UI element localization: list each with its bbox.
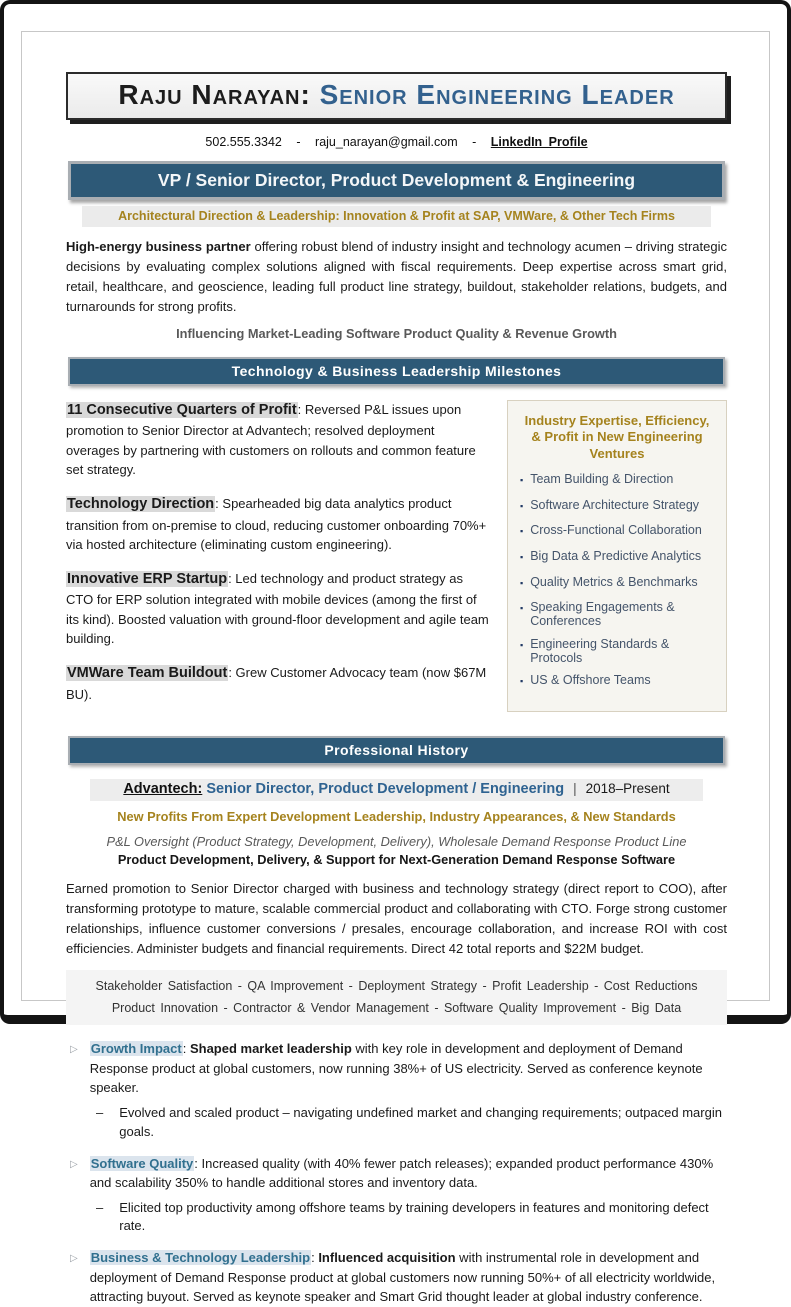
expertise-item-label: Big Data & Predictive Analytics	[530, 549, 702, 564]
summary-lead: High-energy business partner	[66, 239, 251, 254]
expertise-item-label: Cross-Functional Collaboration	[530, 523, 702, 538]
candidate-name-text: Raju Narayan:	[118, 79, 311, 110]
employment-dates: 2018–Present	[585, 781, 670, 797]
expertise-item	[520, 575, 714, 592]
name-title-box	[66, 72, 727, 120]
expertise-item-label: Team Building & Direction	[530, 472, 674, 487]
milestone-label: VMWare Team Buildout	[67, 664, 228, 681]
expertise-item-label: US & Offshore Teams	[530, 673, 651, 688]
expertise-item	[520, 472, 714, 489]
company-role-bar	[90, 779, 703, 801]
phone-number: 502.555.3342	[205, 135, 282, 149]
history-gold-line: New Profits From Expert Development Leadership, Industry Appearances, & New Standards	[117, 809, 676, 825]
contact-line	[66, 135, 727, 149]
achievement-colon: :	[182, 1041, 190, 1057]
expertise-item-label: Quality Metrics & Benchmarks	[530, 574, 698, 589]
dash-bullet-icon: –	[96, 1104, 104, 1120]
contact-separator: -	[472, 135, 477, 149]
milestones-section	[66, 400, 727, 719]
square-bullet-icon: ▪	[520, 475, 524, 486]
expertise-title: Industry Expertise, Efficiency, & Profit in New Engineering Ventures	[524, 412, 710, 462]
square-bullet-icon: ▪	[520, 603, 524, 614]
company-role: Senior Director, Product Development / Engineering	[202, 781, 565, 798]
achievement-body: with instrumental role in development and deployment of Demand Response product at global customers now running 50%+ of all electricity worldwide, attracting buyout. Served as keynote speaker and Smart Grid thought leader at global industry conference.	[89, 1250, 716, 1305]
milestone-item	[66, 569, 491, 649]
milestones-list	[66, 400, 491, 719]
achievement-bullet	[66, 1154, 727, 1193]
history-paragraph: Earned promotion to Senior Director charged with business and technology strategy (direct report to COO), after transforming prototype to mature, scalable commercial product and collaborating with CTO. Forge strong customer relationships, influence customer conversions / presales, encourage collaboration, and increase ROI with cost efficiencies. Administer budgets and financial requirements. Direct 42 total reports and $22M budget.	[66, 881, 727, 957]
arrow-bullet-icon: ▷	[70, 1044, 78, 1056]
achievement-body: Increased quality (with 40% fewer patch releases); expanded product performance 430% and scalability 350% to handle additional stores and inventory data.	[89, 1155, 714, 1191]
achievement-bullet	[66, 1039, 727, 1098]
summary-tagline: Influencing Market-Leading Software Product Quality & Revenue Growth	[176, 325, 617, 341]
expertise-item-label: Speaking Engagements & Conferences	[530, 600, 675, 629]
achievement-colon: :	[194, 1155, 202, 1171]
achievement-sub-bullet	[96, 1199, 727, 1237]
keywords-box	[66, 970, 727, 1026]
arrow-bullet-icon: ▷	[70, 1253, 78, 1265]
history-italic-line: P&L Oversight (Product Strategy, Development, Delivery), Wholesale Demand Response Product Line	[106, 834, 687, 850]
dash-bullet-icon: –	[96, 1199, 104, 1215]
expertise-item	[520, 498, 714, 515]
expertise-item-label: Engineering Standards & Protocols	[530, 636, 670, 665]
milestone-label: 11 Consecutive Quarters of Profit	[67, 401, 297, 418]
role-banner: VP / Senior Director, Product Development & Engineering	[68, 161, 725, 200]
arrow-bullet-icon: ▷	[70, 1158, 78, 1170]
achievement-colon: :	[311, 1250, 319, 1266]
linkedin-link[interactable]: LinkedIn Profile	[490, 135, 588, 149]
expertise-item	[520, 673, 714, 690]
email-address: raju_narayan@gmail.com	[315, 135, 458, 149]
milestones-heading: Technology & Business Leadership Milestones	[68, 357, 725, 386]
achievement-label: Growth Impact	[90, 1041, 182, 1057]
milestone-item	[66, 494, 491, 555]
milestone-item	[66, 400, 491, 480]
history-bold-line: Product Development, Delivery, & Support for Next-Generation Demand Response Software	[117, 852, 676, 868]
milestone-label: Innovative ERP Startup	[67, 570, 228, 587]
keywords-line-2: Product Innovation - Contractor & Vendor Management - Software Quality Improvement - Big Data	[111, 1000, 682, 1015]
candidate-title-text: Senior Engineering Leader	[310, 79, 675, 110]
candidate-name	[118, 79, 674, 110]
expertise-item	[520, 637, 714, 665]
milestone-text: : Spearheaded big data analytics product transition from on-premise to cloud, reducing customer onboarding 70%+ via hosted architecture (eliminating custom engineering).	[66, 495, 487, 553]
role-subtitle: Architectural Direction & Leadership: Innovation & Profit at SAP, VMWare, & Other Tech Firms	[82, 206, 711, 227]
milestone-text: : Reversed P&L issues upon promotion to Senior Director at Advantech; resolved deployment overages by partnering with customers on rollouts and common feature set strategy.	[66, 401, 476, 478]
achievement-bold: Influenced acquisition	[318, 1250, 456, 1266]
square-bullet-icon: ▪	[520, 676, 524, 687]
summary-rest: offering robust blend of industry insight and technology acumen – driving strategic decisions by evaluating complex solutions aligned with fiscal requirements. Deep expertise across smart grid, retail, healthcare, and geoscience, leading full product line strategy, buildout, stakeholder relations, budgets, and turnarounds for strong profits.	[66, 239, 727, 315]
achievement-body: with key role in development and deployment of Demand Response product at global customers, now running 38%+ of US electricity. Served as conference keynote speaker.	[89, 1041, 703, 1096]
resume-sheet	[21, 31, 770, 1305]
contact-separator: -	[296, 135, 301, 149]
keywords-line-1: Stakeholder Satisfaction - QA Improvement - Deployment Strategy - Profit Leadership - Cost Reductions	[95, 978, 698, 993]
achievement-bullet	[66, 1248, 727, 1307]
expertise-item	[520, 549, 714, 566]
achievement-text	[90, 1154, 727, 1193]
square-bullet-icon: ▪	[520, 552, 524, 563]
milestone-text: : Grew Customer Advocacy team (now $67M BU).	[66, 664, 487, 702]
milestone-item	[66, 663, 491, 704]
pipe-separator: |	[573, 781, 577, 797]
expertise-sidebar	[507, 400, 727, 712]
achievement-label: Business & Technology Leadership	[90, 1250, 311, 1266]
expertise-item-label: Software Architecture Strategy	[530, 497, 700, 512]
square-bullet-icon: ▪	[520, 639, 524, 650]
milestone-text: : Led technology and product strategy as CTO for ERP solution integrated with mobile devices (among the first of its kind). Boosted valuation with ground-floor development and agile team building.	[66, 570, 489, 647]
achievement-label: Software Quality	[90, 1155, 194, 1171]
square-bullet-icon: ▪	[520, 526, 524, 537]
expertise-item	[520, 600, 714, 628]
achievement-text	[90, 1248, 727, 1307]
achievement-sub-text: Elicited top productivity among offshore teams by training developers in features and monitoring defect rate.	[119, 1199, 709, 1234]
square-bullet-icon: ▪	[520, 500, 524, 511]
achievement-text	[90, 1039, 727, 1098]
achievement-sub-text: Evolved and scaled product – navigating undefined market and changing requirements; outpaced margin goals.	[119, 1104, 722, 1139]
achievement-bold: Shaped market leadership	[189, 1041, 352, 1057]
square-bullet-icon: ▪	[520, 577, 524, 588]
summary-paragraph	[66, 237, 727, 318]
history-heading: Professional History	[68, 736, 725, 765]
company-name: Advantech:	[123, 781, 203, 798]
achievement-sub-bullet	[96, 1104, 727, 1142]
expertise-item	[520, 523, 714, 540]
milestone-label: Technology Direction	[67, 495, 215, 512]
